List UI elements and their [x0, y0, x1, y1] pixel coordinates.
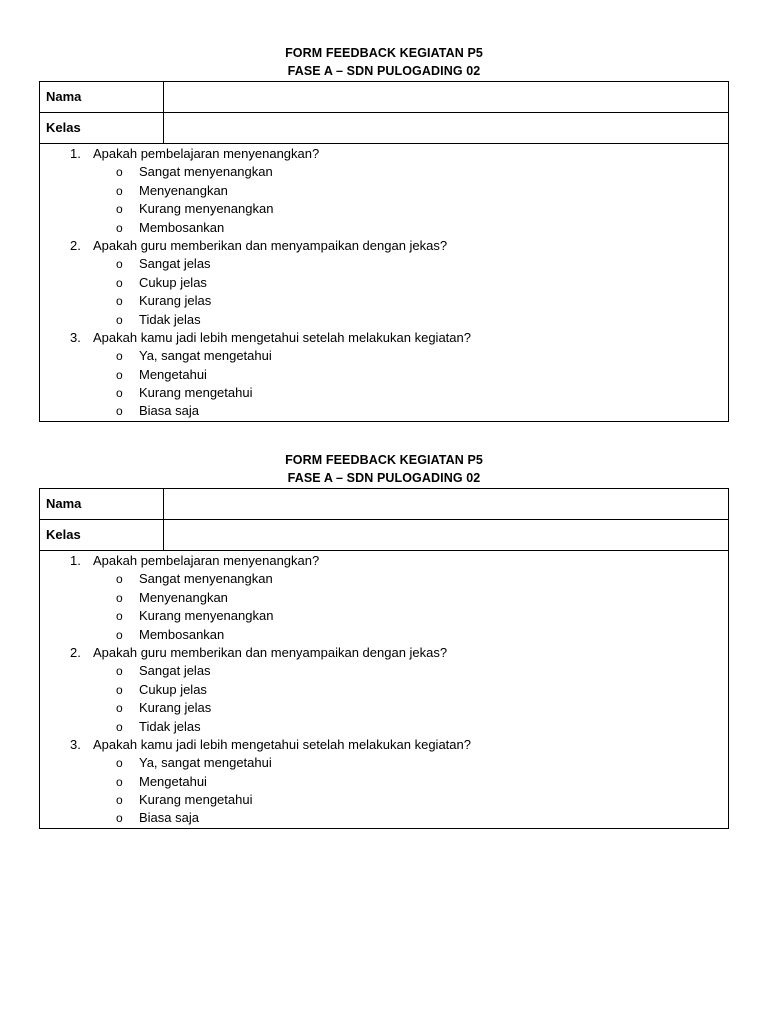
- option-label: Tidak jelas: [139, 311, 201, 327]
- circle-bullet-icon: o: [116, 275, 123, 290]
- class-field[interactable]: [164, 113, 728, 143]
- circle-bullet-icon: o: [116, 682, 123, 697]
- feedback-form-1: [39, 44, 729, 422]
- question-number: 2.: [70, 237, 81, 253]
- question-item: [40, 644, 728, 662]
- option-label: Mengetahui: [139, 773, 207, 789]
- answer-option[interactable]: [40, 163, 728, 181]
- circle-bullet-icon: o: [116, 294, 123, 309]
- answer-option[interactable]: [40, 366, 728, 384]
- name-label: Nama: [40, 82, 164, 112]
- class-row: [40, 113, 728, 144]
- question-list: [40, 144, 728, 421]
- answer-option[interactable]: [40, 274, 728, 292]
- option-label: Sangat menyenangkan: [139, 571, 273, 587]
- option-label: Kurang mengetahui: [139, 385, 253, 401]
- option-label: Kurang jelas: [139, 700, 212, 716]
- answer-option[interactable]: [40, 384, 728, 402]
- option-label: Ya, sangat mengetahui: [139, 755, 272, 771]
- circle-bullet-icon: o: [116, 312, 123, 327]
- answer-option[interactable]: [40, 699, 728, 717]
- answer-option[interactable]: [40, 311, 728, 329]
- question-text: Apakah guru memberikan dan menyampaikan dengan jekas?: [93, 644, 448, 660]
- answer-option[interactable]: [40, 292, 728, 310]
- question-text: Apakah guru memberikan dan menyampaikan dengan jekas?: [93, 237, 448, 253]
- question-number: 2.: [70, 644, 81, 660]
- answer-option[interactable]: [40, 662, 728, 680]
- circle-bullet-icon: o: [116, 774, 123, 789]
- answer-option[interactable]: [40, 791, 728, 809]
- question-number: 3.: [70, 329, 81, 345]
- name-row: [40, 82, 728, 113]
- circle-bullet-icon: o: [116, 701, 123, 716]
- form-title: FORM FEEDBACK KEGIATAN P5: [285, 46, 483, 60]
- question-item: [40, 552, 728, 570]
- circle-bullet-icon: o: [116, 719, 123, 734]
- option-label: Mengetahui: [139, 366, 207, 382]
- question-number: 1.: [70, 146, 81, 161]
- answer-option[interactable]: [40, 402, 728, 420]
- option-label: Biasa saja: [139, 403, 199, 419]
- answer-option[interactable]: [40, 626, 728, 644]
- circle-bullet-icon: o: [116, 756, 123, 771]
- answer-option[interactable]: [40, 200, 728, 218]
- name-row: [40, 489, 728, 520]
- answer-option[interactable]: [40, 219, 728, 237]
- answer-option[interactable]: [40, 681, 728, 699]
- option-label: Menyenangkan: [139, 182, 228, 198]
- question-number: 1.: [70, 553, 81, 568]
- answer-option[interactable]: [40, 589, 728, 607]
- name-field[interactable]: [164, 82, 728, 112]
- form-title: FORM FEEDBACK KEGIATAN P5: [285, 453, 483, 467]
- form-subtitle: FASE A – SDN PULOGADING 02: [287, 471, 481, 485]
- answer-option[interactable]: [40, 773, 728, 791]
- circle-bullet-icon: o: [116, 220, 123, 235]
- answer-option[interactable]: [40, 754, 728, 772]
- circle-bullet-icon: o: [116, 202, 123, 217]
- circle-bullet-icon: o: [116, 349, 123, 364]
- circle-bullet-icon: o: [116, 572, 123, 587]
- option-label: Kurang menyenangkan: [139, 201, 274, 217]
- option-label: Ya, sangat mengetahui: [139, 348, 272, 364]
- circle-bullet-icon: o: [116, 609, 123, 624]
- answer-option[interactable]: [40, 182, 728, 200]
- option-label: Membosankan: [139, 219, 225, 235]
- form-table: [39, 81, 729, 422]
- option-label: Tidak jelas: [139, 718, 201, 734]
- class-label: Kelas: [40, 520, 164, 550]
- circle-bullet-icon: o: [116, 664, 123, 679]
- circle-bullet-icon: o: [116, 183, 123, 198]
- feedback-form-2: [39, 451, 729, 829]
- circle-bullet-icon: o: [116, 165, 123, 180]
- answer-option[interactable]: [40, 347, 728, 365]
- question-text: Apakah pembelajaran menyenangkan?: [93, 553, 320, 568]
- option-label: Cukup jelas: [139, 681, 207, 697]
- question-text: Apakah pembelajaran menyenangkan?: [93, 146, 320, 161]
- circle-bullet-icon: o: [116, 257, 123, 272]
- option-label: Sangat jelas: [139, 663, 211, 679]
- question-item: [40, 237, 728, 255]
- question-text: Apakah kamu jadi lebih mengetahui setelah melakukan kegiatan?: [93, 329, 471, 345]
- question-text: Apakah kamu jadi lebih mengetahui setelah melakukan kegiatan?: [93, 736, 471, 752]
- circle-bullet-icon: o: [116, 367, 123, 382]
- answer-option[interactable]: [40, 607, 728, 625]
- circle-bullet-icon: o: [116, 811, 123, 826]
- answer-option[interactable]: [40, 809, 728, 827]
- question-number: 3.: [70, 736, 81, 752]
- option-label: Cukup jelas: [139, 274, 207, 290]
- option-label: Menyenangkan: [139, 589, 228, 605]
- answer-option[interactable]: [40, 570, 728, 588]
- class-label: Kelas: [40, 113, 164, 143]
- option-label: Kurang mengetahui: [139, 792, 253, 808]
- class-row: [40, 520, 728, 551]
- circle-bullet-icon: o: [116, 404, 123, 419]
- question-item: [40, 145, 728, 163]
- form-table: [39, 488, 729, 829]
- class-field[interactable]: [164, 520, 728, 550]
- option-label: Kurang menyenangkan: [139, 608, 274, 624]
- circle-bullet-icon: o: [116, 793, 123, 808]
- question-item: [40, 736, 728, 754]
- form-subtitle: FASE A – SDN PULOGADING 02: [287, 64, 481, 78]
- name-field[interactable]: [164, 489, 728, 519]
- answer-option[interactable]: [40, 255, 728, 273]
- name-label: Nama: [40, 489, 164, 519]
- circle-bullet-icon: o: [116, 590, 123, 605]
- option-label: Sangat jelas: [139, 256, 211, 272]
- answer-option[interactable]: [40, 718, 728, 736]
- question-item: [40, 329, 728, 347]
- option-label: Kurang jelas: [139, 293, 212, 309]
- circle-bullet-icon: o: [116, 627, 123, 642]
- option-label: Biasa saja: [139, 810, 199, 826]
- circle-bullet-icon: o: [116, 386, 123, 401]
- option-label: Membosankan: [139, 626, 225, 642]
- question-list: [40, 551, 728, 828]
- option-label: Sangat menyenangkan: [139, 164, 273, 180]
